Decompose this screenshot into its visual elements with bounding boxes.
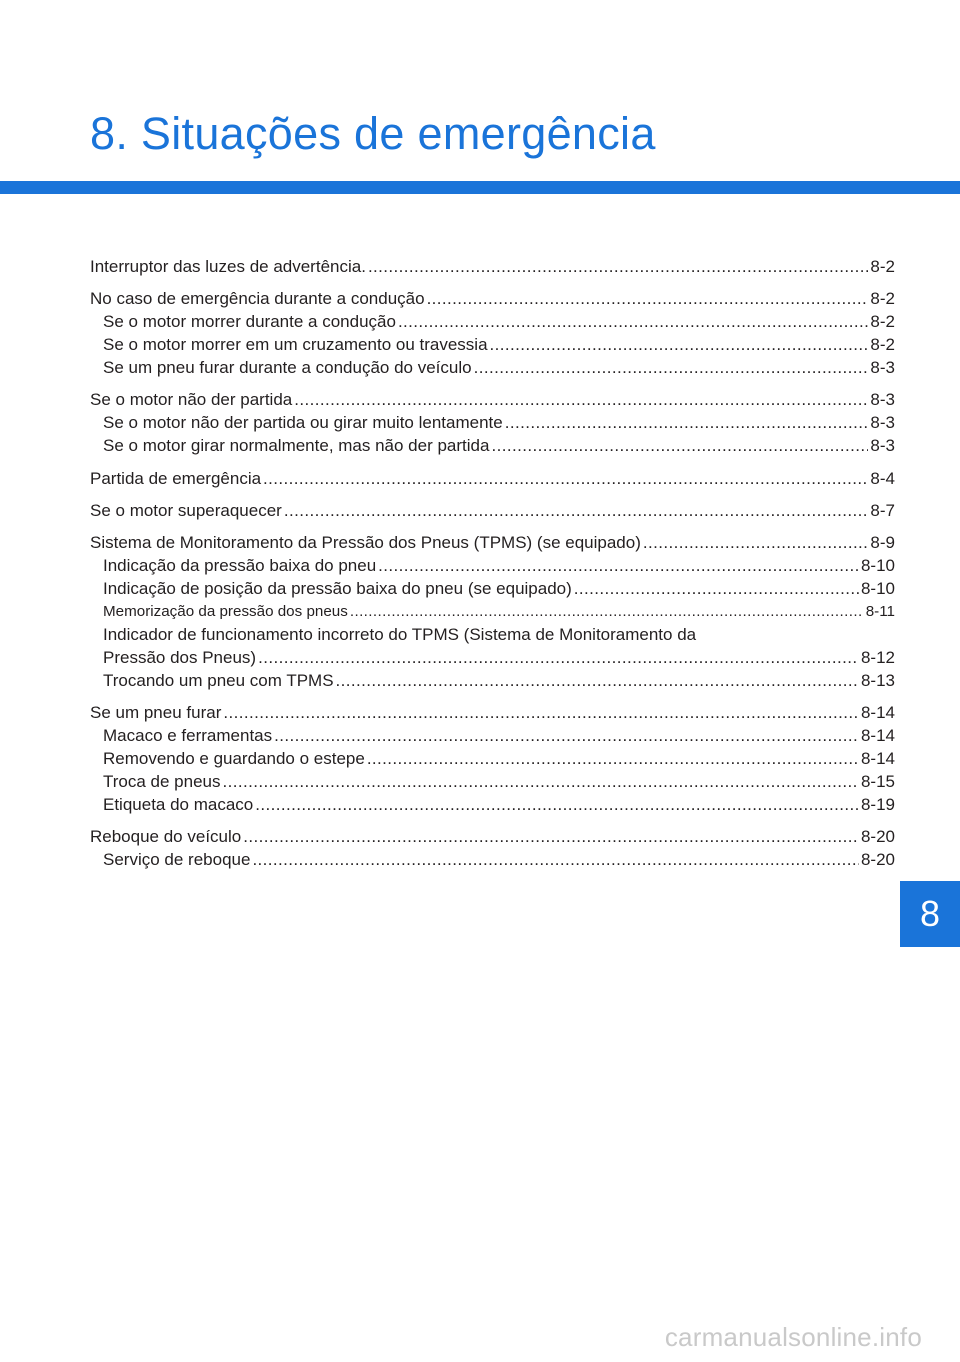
toc-subentry[interactable]	[90, 624, 895, 647]
dot-leader	[367, 748, 859, 771]
toc-subentry[interactable]	[90, 647, 895, 670]
toc-subentry[interactable]	[90, 334, 895, 357]
dot-leader	[263, 468, 868, 491]
chapter-tab[interactable]	[900, 881, 960, 947]
toc-subentry[interactable]	[90, 601, 895, 624]
toc-page-number: 8-3	[870, 358, 895, 378]
toc-subentry[interactable]	[90, 794, 895, 817]
toc-page-number: 8-10	[860, 579, 895, 599]
toc-entry-title: Indicação de posição da pressão baixa do pneu (se equipado)	[103, 579, 572, 599]
toc-entry[interactable]	[90, 256, 895, 279]
toc-page-number: 8-19	[860, 794, 895, 814]
toc-entry-title: Sistema de Monitoramento da Pressão dos Pneus (TPMS) (se equipado)	[90, 533, 641, 553]
toc-page-number: 8-2	[870, 257, 895, 276]
toc-page-number: 8-13	[860, 670, 895, 690]
toc-page-number: 8-20	[860, 827, 895, 847]
dot-leader	[294, 389, 868, 412]
toc-subentry[interactable]	[90, 311, 895, 334]
toc-entry[interactable]	[90, 532, 895, 555]
toc-page-number: 8-20	[860, 849, 895, 869]
dot-leader	[350, 601, 864, 624]
toc-entry[interactable]	[90, 500, 895, 523]
toc-page-number: 8-14	[860, 726, 895, 746]
dot-leader	[574, 578, 859, 601]
toc-entry[interactable]	[90, 468, 895, 491]
toc-subentry[interactable]	[90, 555, 895, 578]
dot-leader	[223, 702, 859, 725]
toc-entry-title: Removendo e guardando o estepe	[103, 748, 365, 768]
toc-subentry[interactable]	[90, 725, 895, 748]
watermark: carmanualsonline.info	[664, 1322, 922, 1352]
toc-page-number: 8-2	[870, 335, 895, 355]
toc-entry-title: Se o motor girar normalmente, mas não der partida	[103, 436, 490, 456]
dot-leader	[258, 647, 859, 670]
toc-subentry[interactable]	[90, 435, 895, 458]
toc-entry-title: Se um pneu furar	[90, 703, 222, 723]
toc-page-number: 8-3	[870, 436, 895, 456]
dot-leader	[378, 555, 859, 578]
toc-page-number: 8-11	[865, 603, 895, 621]
toc-entry[interactable]	[90, 702, 895, 725]
toc-entry-title: Macaco e ferramentas	[103, 726, 273, 746]
toc-entry-title: No caso de emergência durante a condução	[90, 289, 425, 309]
dot-leader	[252, 849, 859, 872]
toc-entry-title: Se o motor não der partida ou girar muito lentamente	[103, 413, 503, 433]
toc-entry-title: Pressão dos Pneus)	[103, 647, 257, 667]
toc-page-number: 8-10	[860, 556, 895, 576]
dot-leader	[223, 771, 859, 794]
dot-leader	[474, 357, 869, 380]
dot-leader	[490, 334, 869, 357]
toc-entry-title: Indicador de funcionamento incorreto do TPMS (Sistema de Monitoramento da	[103, 624, 697, 644]
toc-page-number: 8-15	[860, 771, 895, 791]
toc-entry-title: Etiqueta do macaco	[103, 794, 254, 814]
toc-entry-title: Se o motor morrer durante a condução	[103, 312, 396, 332]
toc-entry-title: Indicação da pressão baixa do pneu	[103, 556, 377, 576]
toc-page-number: 8-2	[870, 289, 895, 309]
toc-entry-title: Serviço de reboque	[103, 849, 251, 869]
dot-leader	[427, 288, 869, 311]
toc-page-number: 8-2	[870, 312, 895, 332]
dot-leader	[643, 532, 869, 555]
toc-page-number: 8-14	[860, 703, 895, 723]
dot-leader	[284, 500, 869, 523]
toc-entry-title: Trocando um pneu com TPMS	[103, 670, 334, 690]
dot-leader	[336, 670, 859, 693]
dot-leader	[274, 725, 859, 748]
toc-entry-title: Interruptor das luzes de advertência.	[90, 257, 366, 276]
toc-entry-title: Se o motor morrer em um cruzamento ou travessia	[103, 335, 488, 355]
header-rule	[0, 181, 960, 194]
toc-page-number: 8-9	[870, 533, 895, 553]
toc-subentry[interactable]	[90, 578, 895, 601]
toc-page-number: 8-3	[870, 413, 895, 433]
dot-leader	[368, 256, 868, 279]
toc-page-number: 8-14	[860, 748, 895, 768]
toc-subentry[interactable]	[90, 357, 895, 380]
toc-subentry[interactable]	[90, 670, 895, 693]
dot-leader	[505, 412, 869, 435]
toc-entry-title: Se um pneu furar durante a condução do veículo	[103, 358, 472, 378]
toc-entry-title: Partida de emergência	[90, 468, 262, 488]
chapter-tab-number: 8	[919, 893, 941, 934]
toc-entry-title: Troca de pneus	[103, 771, 221, 791]
toc-page-number: 8-7	[870, 501, 895, 521]
dot-leader	[398, 311, 868, 334]
toc-page-number: 8-3	[870, 390, 895, 410]
toc-subentry[interactable]	[90, 849, 895, 872]
toc-entry-title: Reboque do veículo	[90, 827, 242, 847]
toc-page-number: 8-4	[870, 468, 895, 488]
toc-entry[interactable]	[90, 826, 895, 849]
toc-entry[interactable]	[90, 389, 895, 412]
table-of-contents	[90, 256, 895, 872]
toc-subentry[interactable]	[90, 771, 895, 794]
dot-leader	[243, 826, 859, 849]
chapter-title: 8. Situações de emergência	[90, 108, 656, 159]
toc-entry-title: Se o motor não der partida	[90, 390, 293, 410]
dot-leader	[491, 435, 868, 458]
toc-entry-title: Memorização da pressão dos pneus	[103, 603, 348, 621]
toc-page-number: 8-12	[860, 647, 895, 667]
toc-subentry[interactable]	[90, 748, 895, 771]
dot-leader	[255, 794, 859, 817]
toc-entry[interactable]	[90, 288, 895, 311]
toc-entry-title: Se o motor superaquecer	[90, 501, 282, 521]
toc-subentry[interactable]	[90, 412, 895, 435]
